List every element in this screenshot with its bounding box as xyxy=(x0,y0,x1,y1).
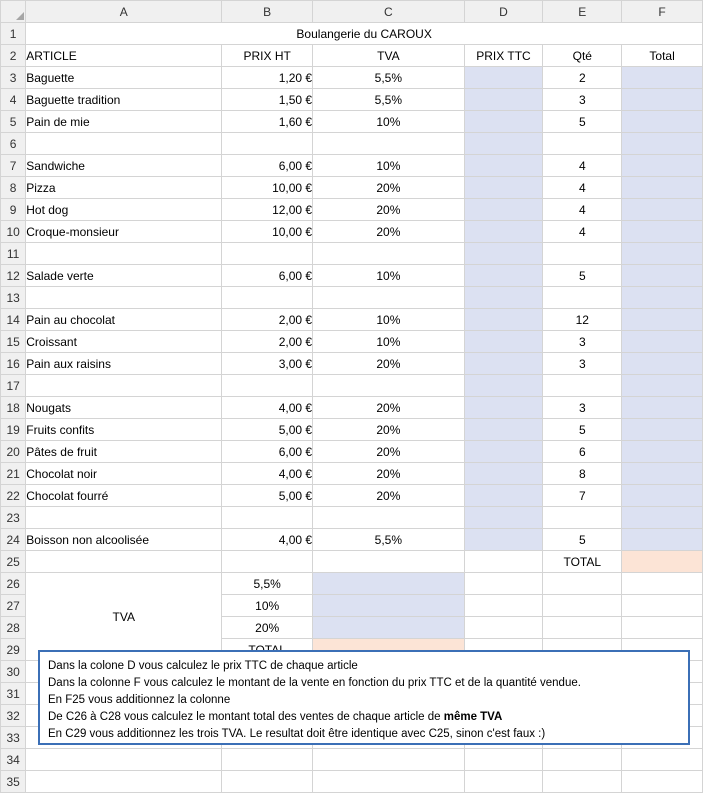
cell-empty-f[interactable] xyxy=(622,573,703,595)
cell-prix-ht[interactable]: 2,00 € xyxy=(222,309,313,331)
row-header-5[interactable]: 5 xyxy=(1,111,26,133)
cell-prix-ttc-input[interactable] xyxy=(464,331,543,353)
row-header-23[interactable]: 23 xyxy=(1,507,26,529)
table-row xyxy=(1,287,703,309)
cell-empty-f[interactable] xyxy=(622,617,703,639)
row-header-3[interactable]: 3 xyxy=(1,67,26,89)
cell-prix-ht[interactable]: 10,00 € xyxy=(222,177,313,199)
cell-article[interactable]: Baguette xyxy=(26,67,222,89)
cell-article[interactable]: Hot dog xyxy=(26,199,222,221)
cell-total-input[interactable] xyxy=(622,353,703,375)
cell-prix-ht[interactable] xyxy=(222,243,313,265)
row-header-12[interactable]: 12 xyxy=(1,265,26,287)
cell-empty-a25[interactable] xyxy=(26,551,222,573)
table-row xyxy=(1,89,703,111)
cell-prix-ttc-input[interactable] xyxy=(464,507,543,529)
cell-prix-ht[interactable]: 6,00 € xyxy=(222,155,313,177)
row-header-2[interactable]: 2 xyxy=(1,45,26,67)
cell-article[interactable]: Salade verte xyxy=(26,265,222,287)
sheet-row-total xyxy=(1,551,703,573)
table-row xyxy=(1,375,703,397)
row-header-18[interactable]: 18 xyxy=(1,397,26,419)
cell-tva[interactable] xyxy=(313,133,465,155)
row-header-24[interactable]: 24 xyxy=(1,529,26,551)
cell-article[interactable] xyxy=(26,375,222,397)
cell-empty[interactable] xyxy=(622,771,703,793)
cell-prix-ttc-input[interactable] xyxy=(464,155,543,177)
row-header-20[interactable]: 20 xyxy=(1,441,26,463)
select-all-triangle-icon xyxy=(16,12,24,20)
table-row xyxy=(1,221,703,243)
sheet-row-35 xyxy=(1,771,703,793)
column-header-A[interactable]: A xyxy=(26,1,222,23)
cell-tva[interactable]: 20% xyxy=(313,177,465,199)
cell-article[interactable]: Chocolat fourré xyxy=(26,485,222,507)
cell-empty-e[interactable] xyxy=(543,573,622,595)
cell-empty-d[interactable] xyxy=(464,595,543,617)
header-total[interactable]: Total xyxy=(622,45,703,67)
cell-tva[interactable] xyxy=(313,375,465,397)
cell-article[interactable]: Pizza xyxy=(26,177,222,199)
cell-tva-amount-input[interactable] xyxy=(313,573,465,595)
cell-article[interactable]: Chocolat noir xyxy=(26,463,222,485)
cell-tva-amount-input[interactable] xyxy=(313,617,465,639)
cell-prix-ht[interactable]: 10,00 € xyxy=(222,221,313,243)
cell-prix-ttc-input[interactable] xyxy=(464,265,543,287)
row-header-16[interactable]: 16 xyxy=(1,353,26,375)
table-row xyxy=(1,133,703,155)
sheet-row-34 xyxy=(1,749,703,771)
cell-prix-ht[interactable]: 1,60 € xyxy=(222,111,313,133)
row-header-31[interactable]: 31 xyxy=(1,683,26,705)
cell-empty[interactable] xyxy=(26,749,222,771)
row-header-11[interactable]: 11 xyxy=(1,243,26,265)
cell-prix-ttc-input[interactable] xyxy=(464,89,543,111)
cell-prix-ht[interactable]: 1,50 € xyxy=(222,89,313,111)
row-header-1[interactable]: 1 xyxy=(1,23,26,45)
column-header-E[interactable]: E xyxy=(543,1,622,23)
cell-tva[interactable]: 20% xyxy=(313,441,465,463)
cell-tva[interactable]: 20% xyxy=(313,397,465,419)
cell-qte[interactable]: 5 xyxy=(543,111,622,133)
cell-tva[interactable] xyxy=(313,287,465,309)
cell-qte[interactable]: 5 xyxy=(543,265,622,287)
cell-total-input[interactable] xyxy=(622,155,703,177)
cell-article[interactable]: Fruits confits xyxy=(26,419,222,441)
cell-empty[interactable] xyxy=(543,771,622,793)
cell-article[interactable]: Pain aux raisins xyxy=(26,353,222,375)
cell-empty[interactable] xyxy=(313,749,465,771)
cell-prix-ht[interactable]: 4,00 € xyxy=(222,529,313,551)
header-article[interactable]: ARTICLE xyxy=(26,45,222,67)
row-header-33[interactable]: 33 xyxy=(1,727,26,749)
table-row xyxy=(1,243,703,265)
cell-article[interactable]: Sandwiche xyxy=(26,155,222,177)
row-header-17[interactable]: 17 xyxy=(1,375,26,397)
cell-total-input[interactable] xyxy=(622,67,703,89)
cell-article[interactable] xyxy=(26,133,222,155)
cell-prix-ht[interactable]: 6,00 € xyxy=(222,265,313,287)
row-header-8[interactable]: 8 xyxy=(1,177,26,199)
row-header-30[interactable]: 30 xyxy=(1,661,26,683)
cell-prix-ttc-input[interactable] xyxy=(464,529,543,551)
cell-prix-ht[interactable] xyxy=(222,133,313,155)
cell-prix-ttc-input[interactable] xyxy=(464,287,543,309)
row-header-4[interactable]: 4 xyxy=(1,89,26,111)
note-line-3: En F25 vous additionnez la colonne xyxy=(48,694,231,706)
cell-prix-ttc-input[interactable] xyxy=(464,419,543,441)
row-header-22[interactable]: 22 xyxy=(1,485,26,507)
row-header-35[interactable]: 35 xyxy=(1,771,26,793)
row-header-14[interactable]: 14 xyxy=(1,309,26,331)
row-header-21[interactable]: 21 xyxy=(1,463,26,485)
cell-empty-c25[interactable] xyxy=(313,551,465,573)
cell-prix-ttc-input[interactable] xyxy=(464,353,543,375)
cell-qte[interactable]: 3 xyxy=(543,89,622,111)
cell-total-input[interactable] xyxy=(622,419,703,441)
cell-tva-rate[interactable]: 5,5% xyxy=(222,573,313,595)
cell-prix-ttc-input[interactable] xyxy=(464,309,543,331)
table-row xyxy=(1,353,703,375)
cell-qte[interactable]: 2 xyxy=(543,67,622,89)
cell-tva[interactable]: 20% xyxy=(313,221,465,243)
cell-empty[interactable] xyxy=(464,771,543,793)
cell-prix-ttc-input[interactable] xyxy=(464,199,543,221)
cell-prix-ttc-input[interactable] xyxy=(464,397,543,419)
cell-qte[interactable]: 12 xyxy=(543,309,622,331)
cell-empty[interactable] xyxy=(313,771,465,793)
sheet-row-2 xyxy=(1,45,703,67)
cell-total-input[interactable] xyxy=(622,221,703,243)
cell-empty-f[interactable] xyxy=(622,595,703,617)
cell-qte[interactable]: 6 xyxy=(543,441,622,463)
cell-qte[interactable]: 5 xyxy=(543,419,622,441)
table-row xyxy=(1,177,703,199)
row-header-6[interactable]: 6 xyxy=(1,133,26,155)
table-row xyxy=(1,199,703,221)
row-header-28[interactable]: 28 xyxy=(1,617,26,639)
cell-article[interactable]: Pâtes de fruit xyxy=(26,441,222,463)
column-header-B[interactable]: B xyxy=(222,1,313,23)
cell-article[interactable]: Croissant xyxy=(26,331,222,353)
cell-tva[interactable]: 10% xyxy=(313,265,465,287)
cell-prix-ht[interactable]: 4,00 € xyxy=(222,463,313,485)
row-header-13[interactable]: 13 xyxy=(1,287,26,309)
cell-total-input[interactable] xyxy=(622,89,703,111)
cell-article[interactable]: Croque-monsieur xyxy=(26,221,222,243)
cell-tva[interactable] xyxy=(313,243,465,265)
cell-empty-d[interactable] xyxy=(464,573,543,595)
cell-prix-ttc-input[interactable] xyxy=(464,133,543,155)
cell-prix-ttc-input[interactable] xyxy=(464,375,543,397)
cell-tva[interactable]: 20% xyxy=(313,485,465,507)
table-row xyxy=(1,331,703,353)
cell-total-sum-input[interactable] xyxy=(622,551,703,573)
column-header-F[interactable]: F xyxy=(622,1,703,23)
cell-total-input[interactable] xyxy=(622,397,703,419)
row-header-27[interactable]: 27 xyxy=(1,595,26,617)
cell-tva-rate[interactable]: 20% xyxy=(222,617,313,639)
cell-empty[interactable] xyxy=(622,749,703,771)
cell-qte[interactable]: 7 xyxy=(543,485,622,507)
cell-qte[interactable] xyxy=(543,243,622,265)
cell-empty-b25[interactable] xyxy=(222,551,313,573)
tva-row xyxy=(1,573,703,595)
cell-total-input[interactable] xyxy=(622,507,703,529)
label-tva-block[interactable]: TVA xyxy=(26,573,222,661)
table-row xyxy=(1,507,703,529)
table-row xyxy=(1,111,703,133)
row-header-15[interactable]: 15 xyxy=(1,331,26,353)
header-prix-ttc[interactable]: PRIX TTC xyxy=(464,45,543,67)
cell-qte[interactable] xyxy=(543,507,622,529)
cell-tva[interactable]: 10% xyxy=(313,309,465,331)
cell-empty[interactable] xyxy=(222,749,313,771)
cell-tva[interactable]: 20% xyxy=(313,199,465,221)
cell-total-input[interactable] xyxy=(622,287,703,309)
cell-prix-ttc-input[interactable] xyxy=(464,485,543,507)
cell-prix-ht[interactable] xyxy=(222,287,313,309)
cell-empty[interactable] xyxy=(464,749,543,771)
cell-prix-ht[interactable]: 12,00 € xyxy=(222,199,313,221)
table-row xyxy=(1,419,703,441)
cell-total-input[interactable] xyxy=(622,133,703,155)
table-row xyxy=(1,529,703,551)
cell-tva[interactable]: 20% xyxy=(313,463,465,485)
cell-tva-amount-input[interactable] xyxy=(313,595,465,617)
cell-qte[interactable]: 3 xyxy=(543,353,622,375)
cell-total-input[interactable] xyxy=(622,375,703,397)
note-line-4: De C26 à C28 vous calculez le montant total des ventes de chaque article de même TVA xyxy=(48,711,503,723)
cell-empty[interactable] xyxy=(543,749,622,771)
sheet-title[interactable]: Boulangerie du CAROUX xyxy=(26,23,703,45)
cell-qte[interactable]: 4 xyxy=(543,155,622,177)
table-row xyxy=(1,441,703,463)
row-header-32[interactable]: 32 xyxy=(1,705,26,727)
column-header-C[interactable]: C xyxy=(313,1,465,23)
cell-empty-d25[interactable] xyxy=(464,551,543,573)
note-line-1: Dans la colone D vous calculez le prix TTC de chaque article xyxy=(48,660,358,672)
cell-tva[interactable]: 10% xyxy=(313,111,465,133)
cell-prix-ht[interactable] xyxy=(222,375,313,397)
cell-article[interactable]: Boisson non alcoolisée xyxy=(26,529,222,551)
cell-tva[interactable]: 20% xyxy=(313,419,465,441)
cell-empty[interactable] xyxy=(26,771,222,793)
cell-qte[interactable] xyxy=(543,287,622,309)
cell-article[interactable] xyxy=(26,243,222,265)
row-header-7[interactable]: 7 xyxy=(1,155,26,177)
instructions-note xyxy=(38,650,690,745)
cell-article[interactable] xyxy=(26,287,222,309)
row-header-34[interactable]: 34 xyxy=(1,749,26,771)
table-row xyxy=(1,309,703,331)
cell-qte[interactable]: 8 xyxy=(543,463,622,485)
cell-prix-ttc-input[interactable] xyxy=(464,177,543,199)
select-all-corner[interactable] xyxy=(1,1,26,23)
cell-prix-ht[interactable] xyxy=(222,507,313,529)
cell-total-input[interactable] xyxy=(622,265,703,287)
cell-tva[interactable]: 5,5% xyxy=(313,67,465,89)
cell-qte[interactable]: 4 xyxy=(543,199,622,221)
cell-empty-e[interactable] xyxy=(543,617,622,639)
cell-prix-ttc-input[interactable] xyxy=(464,441,543,463)
row-header-10[interactable]: 10 xyxy=(1,221,26,243)
cell-qte[interactable]: 5 xyxy=(543,529,622,551)
header-tva[interactable]: TVA xyxy=(313,45,465,67)
note-line-5: En C29 vous additionnez les trois TVA. Le resultat doit être identique avec C25, sinon c'est faux :) xyxy=(48,728,546,740)
header-qte[interactable]: Qté xyxy=(543,45,622,67)
label-total-ventes[interactable]: TOTAL xyxy=(543,551,622,573)
cell-qte[interactable]: 3 xyxy=(543,331,622,353)
table-row xyxy=(1,485,703,507)
table-row xyxy=(1,397,703,419)
cell-prix-ht[interactable]: 5,00 € xyxy=(222,419,313,441)
cell-total-input[interactable] xyxy=(622,441,703,463)
cell-total-input[interactable] xyxy=(622,529,703,551)
note-line-2: Dans la colonne F vous calculez le montant de la vente en fonction du prix TTC et de la quantité vendue. xyxy=(48,677,581,689)
cell-tva-rate[interactable]: 10% xyxy=(222,595,313,617)
table-row xyxy=(1,265,703,287)
cell-tva[interactable]: 5,5% xyxy=(313,89,465,111)
column-header-D[interactable]: D xyxy=(464,1,543,23)
cell-qte[interactable]: 3 xyxy=(543,397,622,419)
cell-qte[interactable] xyxy=(543,133,622,155)
cell-prix-ttc-input[interactable] xyxy=(464,463,543,485)
table-row xyxy=(1,155,703,177)
row-header-9[interactable]: 9 xyxy=(1,199,26,221)
cell-total-input[interactable] xyxy=(622,111,703,133)
cell-article[interactable]: Baguette tradition xyxy=(26,89,222,111)
sheet-row-1 xyxy=(1,23,703,45)
cell-prix-ttc-input[interactable] xyxy=(464,67,543,89)
cell-qte[interactable]: 4 xyxy=(543,221,622,243)
cell-tva[interactable]: 10% xyxy=(313,155,465,177)
header-prix-ht[interactable]: PRIX HT xyxy=(222,45,313,67)
row-header-29[interactable]: 29 xyxy=(1,639,26,661)
cell-tva[interactable]: 5,5% xyxy=(313,529,465,551)
cell-empty[interactable] xyxy=(222,771,313,793)
cell-article[interactable] xyxy=(26,507,222,529)
cell-tva[interactable]: 10% xyxy=(313,331,465,353)
cell-total-input[interactable] xyxy=(622,243,703,265)
table-row xyxy=(1,463,703,485)
cell-tva[interactable]: 20% xyxy=(313,353,465,375)
cell-qte[interactable] xyxy=(543,375,622,397)
cell-prix-ht[interactable]: 1,20 € xyxy=(222,67,313,89)
cell-prix-ttc-input[interactable] xyxy=(464,243,543,265)
table-row xyxy=(1,67,703,89)
cell-total-input[interactable] xyxy=(622,177,703,199)
row-header-19[interactable]: 19 xyxy=(1,419,26,441)
cell-prix-ht[interactable]: 2,00 € xyxy=(222,331,313,353)
cell-prix-ht[interactable]: 3,00 € xyxy=(222,353,313,375)
cell-qte[interactable]: 4 xyxy=(543,177,622,199)
cell-prix-ttc-input[interactable] xyxy=(464,111,543,133)
cell-prix-ht[interactable]: 5,00 € xyxy=(222,485,313,507)
cell-tva[interactable] xyxy=(313,507,465,529)
row-header-26[interactable]: 26 xyxy=(1,573,26,595)
cell-article[interactable]: Nougats xyxy=(26,397,222,419)
cell-total-input[interactable] xyxy=(622,309,703,331)
row-header-25[interactable]: 25 xyxy=(1,551,26,573)
cell-empty-e[interactable] xyxy=(543,595,622,617)
cell-prix-ttc-input[interactable] xyxy=(464,221,543,243)
cell-total-input[interactable] xyxy=(622,199,703,221)
cell-prix-ht[interactable]: 4,00 € xyxy=(222,397,313,419)
cell-article[interactable]: Pain de mie xyxy=(26,111,222,133)
cell-total-input[interactable] xyxy=(622,331,703,353)
cell-prix-ht[interactable]: 6,00 € xyxy=(222,441,313,463)
cell-empty-d[interactable] xyxy=(464,617,543,639)
cell-article[interactable]: Pain au chocolat xyxy=(26,309,222,331)
cell-total-input[interactable] xyxy=(622,485,703,507)
cell-total-input[interactable] xyxy=(622,463,703,485)
